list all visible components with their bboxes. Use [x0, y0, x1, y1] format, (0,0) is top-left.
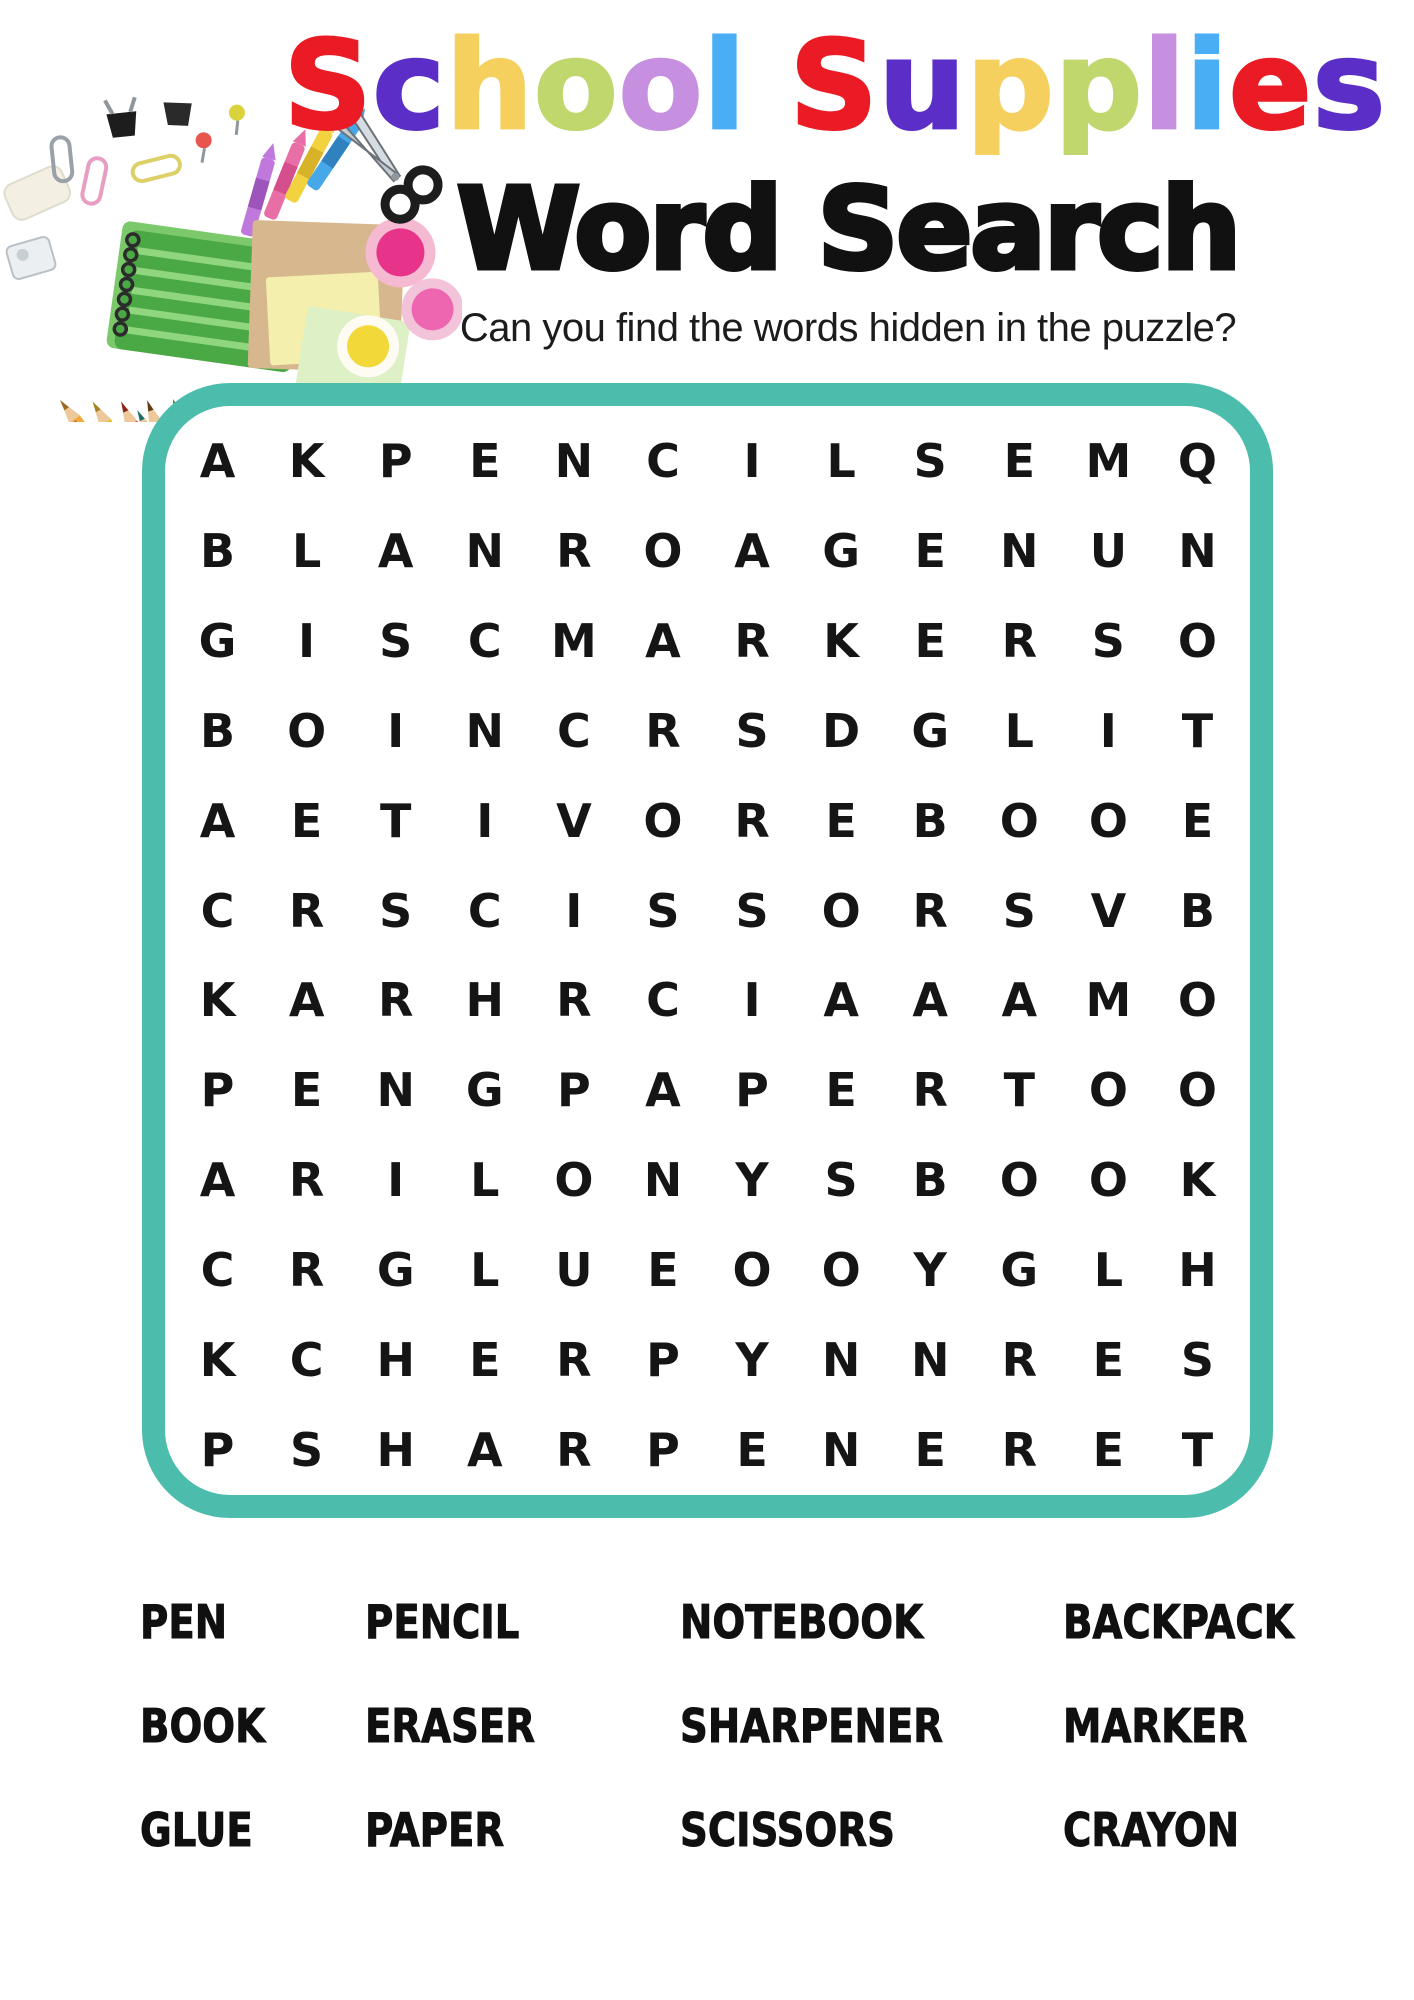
grid-letter: R — [1001, 1333, 1037, 1388]
grid-letter: T — [1181, 1423, 1214, 1478]
grid-letter: E — [825, 793, 857, 848]
eraser-icon — [2, 163, 73, 223]
grid-letter: P — [557, 1063, 591, 1118]
grid-letter: C — [200, 883, 235, 938]
grid-letter: L — [1004, 703, 1034, 758]
grid-letter: B — [912, 1153, 948, 1208]
puzzle-box — [142, 383, 1273, 1518]
grid-letter: R — [288, 1153, 325, 1208]
word-item — [1063, 1595, 1338, 1649]
word-item — [680, 1595, 969, 1649]
grid-letter: S — [1180, 1333, 1215, 1388]
word-list — [140, 1570, 1374, 1882]
main-title: Word Search — [456, 165, 1240, 295]
grid-letter: Y — [735, 1333, 769, 1388]
grid-letter: P — [200, 1063, 235, 1118]
grid-letter: O — [1177, 1063, 1217, 1118]
paper-clip-icon — [131, 154, 182, 183]
grid-letter: Y — [913, 1243, 947, 1298]
grid-letter: A — [912, 973, 948, 1028]
grid-letter: K — [288, 433, 325, 488]
word-item-label: PENCIL — [365, 1595, 520, 1649]
grid-letter: E — [290, 1063, 323, 1118]
grid-letter: S — [735, 703, 769, 758]
title-letter: i — [1186, 15, 1229, 157]
grid-letter: N — [465, 523, 505, 578]
grid-letter: S — [290, 1423, 324, 1478]
subtitle: Can you find the words hidden in the puzzle? — [459, 306, 1237, 350]
word-item-label: BACKPACK — [1063, 1595, 1294, 1649]
word-item-label: CRAYON — [1063, 1803, 1240, 1857]
grid-letter: A — [734, 523, 770, 578]
grid-letter: Q — [1177, 433, 1217, 488]
grid-letter: A — [199, 433, 236, 488]
grid-letter: E — [914, 613, 946, 668]
grid-letter: E — [914, 1423, 946, 1478]
grid-letter: O — [554, 1153, 594, 1208]
grid-letter: G — [1000, 1243, 1039, 1298]
grid-letter: O — [1177, 973, 1217, 1028]
grid-letter: R — [556, 973, 592, 1028]
grid-letter: S — [824, 1153, 858, 1208]
grid-letter: B — [200, 523, 236, 578]
title-letter: o — [618, 15, 704, 157]
sharpener-icon — [5, 236, 57, 281]
grid-letter: B — [1179, 883, 1215, 938]
grid-letter: G — [198, 613, 237, 668]
grid-letter: P — [646, 1423, 680, 1478]
word-item — [365, 1699, 567, 1753]
word-item-label: MARKER — [1063, 1699, 1248, 1753]
grid-letter: R — [1001, 613, 1037, 668]
grid-letter: K — [823, 613, 859, 668]
grid-letter: O — [287, 703, 327, 758]
grid-letter: C — [467, 613, 502, 668]
grid-letter: L — [470, 1153, 500, 1208]
grid-letter: T — [380, 793, 412, 848]
title-letter: o — [533, 15, 619, 157]
grid-letter: S — [735, 883, 769, 938]
word-item-label: GLUE — [140, 1803, 253, 1857]
grid-letter: C — [289, 1333, 324, 1388]
grid-letter: C — [467, 883, 502, 938]
title-letter: l — [1143, 15, 1187, 157]
grid-letter: O — [1088, 1063, 1128, 1118]
grid-letter: E — [647, 1243, 679, 1298]
rainbow-title — [260, 15, 1410, 157]
grid-letter: A — [288, 973, 325, 1028]
title-letter: S — [789, 15, 879, 157]
grid-letter: O — [1088, 793, 1128, 848]
push-pin-needle — [235, 121, 239, 135]
grid-letter: E — [469, 433, 501, 488]
grid-letter: E — [1181, 793, 1214, 848]
word-item — [1063, 1803, 1273, 1857]
grid-letter: R — [556, 1423, 592, 1478]
grid-letter: G — [822, 523, 860, 578]
word-item-label: SCISSORS — [680, 1803, 895, 1857]
title-letter: p — [966, 15, 1055, 157]
grid-letter: O — [643, 523, 683, 578]
grid-letter: T — [1003, 1063, 1035, 1118]
grid-letter: C — [646, 433, 680, 488]
grid-letter: T — [1181, 703, 1214, 758]
grid-letter: G — [911, 703, 950, 758]
grid-letter: R — [288, 883, 325, 938]
grid-letter: I — [743, 433, 761, 488]
grid-letter: I — [387, 703, 405, 758]
grid-letter: A — [466, 1423, 503, 1478]
grid-letter: P — [378, 433, 413, 488]
push-pin-icon — [195, 132, 213, 150]
grid-letter: S — [1002, 883, 1036, 938]
title-letter: u — [878, 15, 967, 157]
grid-letter: E — [736, 1423, 768, 1478]
title-letter: c — [372, 15, 446, 157]
word-item — [680, 1699, 993, 1753]
title-letter — [746, 15, 789, 157]
grid-letter: S — [379, 613, 413, 668]
grid-letter: R — [645, 703, 681, 758]
grid-letter: O — [1088, 1153, 1128, 1208]
grid-letter: R — [734, 613, 770, 668]
grid-letter: E — [1092, 1333, 1125, 1388]
grid-letter: H — [376, 1333, 415, 1388]
grid-letter: M — [1085, 973, 1132, 1028]
grid-letter: O — [643, 793, 683, 848]
grid-letter: L — [470, 1243, 500, 1298]
grid-letter: N — [821, 1423, 861, 1478]
grid-letter: P — [200, 1423, 235, 1478]
grid-letter: E — [290, 793, 323, 848]
grid-letter: N — [1178, 523, 1217, 578]
push-pin-needle — [201, 148, 206, 162]
grid-letter: S — [646, 883, 680, 938]
grid-letter: N — [554, 433, 594, 488]
grid-letter: P — [646, 1333, 680, 1388]
grid-letter: C — [556, 703, 591, 758]
grid-letter: N — [1000, 523, 1039, 578]
grid-letter: H — [1178, 1243, 1217, 1298]
title-letter: e — [1228, 15, 1313, 157]
title-letter: l — [703, 15, 747, 157]
grid-letter: A — [199, 793, 236, 848]
grid-letter: V — [556, 793, 592, 848]
grid-letter: N — [643, 1153, 683, 1208]
grid-letter: H — [465, 973, 505, 1028]
grid-letter: M — [1085, 433, 1132, 488]
grid-letter: N — [465, 703, 505, 758]
grid-letter: N — [910, 1333, 950, 1388]
grid-letter: G — [465, 1063, 504, 1118]
grid-letter: I — [387, 1153, 405, 1208]
grid-letter: A — [1001, 973, 1038, 1028]
word-item — [140, 1595, 244, 1649]
word-item-label: PEN — [140, 1595, 228, 1649]
grid-letter: L — [826, 433, 856, 488]
grid-letter: U — [1089, 523, 1128, 578]
grid-letter: V — [1090, 883, 1127, 938]
grid-letter: R — [556, 1333, 592, 1388]
grid-letter: A — [823, 973, 859, 1028]
grid-letter: O — [999, 1153, 1039, 1208]
title-letter: h — [445, 15, 534, 157]
grid-letter: G — [376, 1243, 415, 1298]
grid-letter: E — [1003, 433, 1035, 488]
grid-letter: L — [291, 523, 322, 578]
word-item-label: ERASER — [365, 1699, 536, 1753]
grid-letter: C — [200, 1243, 235, 1298]
grid-letter: L — [1093, 1243, 1124, 1298]
grid-letter: O — [821, 1243, 861, 1298]
grid-letter: N — [376, 1063, 415, 1118]
push-pin-icon — [228, 104, 246, 122]
word-item — [365, 1803, 531, 1857]
grid-letter: Y — [735, 1153, 769, 1208]
grid-letter: I — [476, 793, 494, 848]
grid-letter: D — [822, 703, 861, 758]
word-item-label: NOTEBOOK — [680, 1595, 924, 1649]
grid-letter: S — [1091, 613, 1125, 668]
word-item-label: BOOK — [140, 1699, 266, 1753]
grid-letter: R — [377, 973, 414, 1028]
grid-letter: B — [912, 793, 948, 848]
binder-clip-icon — [163, 99, 194, 128]
grid-letter: E — [914, 523, 946, 578]
word-item — [140, 1803, 274, 1857]
grid-letter: O — [1177, 613, 1217, 668]
grid-letter: U — [555, 1243, 593, 1298]
grid-letter: S — [379, 883, 413, 938]
grid-letter: I — [298, 613, 316, 668]
word-item-label: PAPER — [365, 1803, 505, 1857]
grid-letter: E — [469, 1333, 501, 1388]
grid-letter: I — [565, 883, 583, 938]
binder-clip-handle — [105, 97, 136, 114]
grid-letter: N — [821, 1333, 861, 1388]
grid-letter: I — [743, 973, 761, 1028]
binder-clip-icon — [106, 111, 138, 138]
grid-letter: M — [550, 613, 597, 668]
grid-letter: I — [1099, 703, 1117, 758]
grid-letter: R — [912, 883, 948, 938]
grid-letter: O — [732, 1243, 772, 1298]
grid-letter: R — [912, 1063, 948, 1118]
grid-letter: O — [821, 883, 861, 938]
grid-letter: K — [199, 1333, 236, 1388]
grid-letter: A — [645, 1063, 681, 1118]
title-letter: s — [1312, 15, 1387, 157]
paper-clip-icon — [81, 157, 108, 206]
grid-letter: R — [556, 523, 592, 578]
grid-letter: A — [645, 613, 681, 668]
grid-letter: R — [1001, 1423, 1037, 1478]
grid-letter: H — [376, 1423, 415, 1478]
grid-letter: A — [377, 523, 414, 578]
title-letter: S — [283, 15, 373, 157]
word-item-label: SHARPENER — [680, 1699, 944, 1753]
grid-letter: E — [825, 1063, 857, 1118]
grid-letter: O — [999, 793, 1039, 848]
grid-letter: S — [913, 433, 947, 488]
grid-letter: R — [734, 793, 770, 848]
word-item — [1063, 1699, 1282, 1753]
grid-letter: K — [1179, 1153, 1216, 1208]
grid-letter: A — [199, 1153, 236, 1208]
grid-letter: E — [1092, 1423, 1125, 1478]
word-item — [365, 1595, 549, 1649]
grid-letter: B — [200, 703, 236, 758]
grid-letter: P — [735, 1063, 769, 1118]
letter-grid — [173, 416, 1242, 1495]
title-letter: p — [1054, 15, 1144, 157]
word-item — [140, 1699, 289, 1753]
grid-letter: K — [199, 973, 236, 1028]
word-item — [680, 1803, 936, 1857]
grid-letter: C — [646, 973, 680, 1028]
grid-letter: R — [288, 1243, 325, 1298]
